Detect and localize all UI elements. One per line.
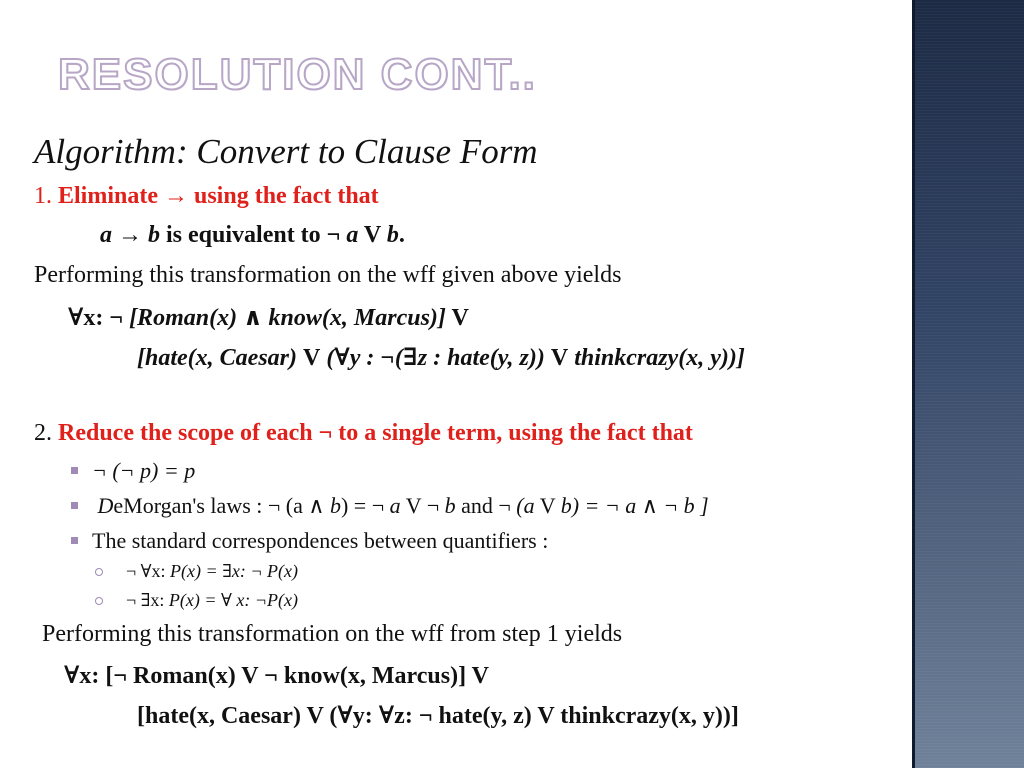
step-1-text: Eliminate → using the fact that	[58, 183, 379, 209]
demorgan-d: D	[97, 493, 114, 518]
demorgan-eq: ) = ¬	[340, 493, 390, 518]
circle-bullet-icon	[95, 597, 103, 605]
performing-text-1: Performing this transformation on the wff given above yields	[34, 262, 622, 288]
sub1-pre: ¬ ∀x:	[126, 561, 171, 581]
bullet-demorgan	[92, 493, 709, 519]
equiv-mid: is equivalent to ¬	[160, 222, 347, 248]
algorithm-heading: Algorithm: Convert to Clause Form	[34, 132, 538, 171]
sub1-italic: P(x) = ∃x: ¬ P(x)	[170, 561, 299, 581]
wff-2-line-1: ∀x: [¬ Roman(x) V ¬ know(x, Marcus)] V	[64, 663, 489, 689]
wff1-l2-p1: [hate(x, Caesar)	[137, 345, 303, 371]
equiv-a: a	[100, 222, 112, 248]
demorgan-p3: b) = ¬ a ∧ ¬ b ]	[560, 493, 709, 518]
slide-title: RESOLUTION CONT..	[58, 50, 537, 99]
step-2-line	[34, 420, 693, 447]
wff-1-line-1	[68, 302, 469, 332]
circle-bullet-icon	[95, 568, 103, 576]
step-1-line	[34, 183, 379, 210]
square-bullet-icon	[71, 467, 78, 474]
equivalence-rule	[100, 222, 405, 249]
equiv-arrow: →	[112, 222, 148, 248]
bullet-quantifiers: The standard correspondences between quantifiers :	[92, 528, 549, 553]
wff1-prefix: ∀x: ¬	[68, 305, 130, 331]
wff-2-line-2: [hate(x, Caesar) V (∀y: ∀z: ¬ hate(y, z) V thinkcrazy(x, y))]	[137, 703, 739, 729]
sub2-pre: ¬ ∃x:	[126, 590, 169, 610]
equiv-end: .	[398, 222, 405, 248]
demorgan-rest: eMorgan's laws : ¬ (a ∧	[113, 493, 330, 518]
sub-bullet-forall	[126, 561, 298, 582]
square-bullet-icon	[71, 502, 78, 509]
wff1-suffix: V	[445, 305, 469, 331]
demorgan-b2: b	[444, 493, 456, 518]
sub-bullet-exists	[126, 590, 298, 611]
equiv-a2: a	[346, 222, 359, 248]
wff1-italic: [Roman(x) ∧ know(x, Marcus)]	[129, 305, 446, 331]
equiv-b2: b	[386, 222, 399, 248]
decorative-side-band	[912, 0, 1024, 768]
demorgan-b: b	[329, 493, 341, 518]
performing-text-2: Performing this transformation on the wff from step 1 yields	[42, 621, 623, 647]
wff1-l2-v1: V	[302, 345, 321, 371]
wff1-l2-p2: (∀y : ¬(∃z : hate(y, z))	[320, 345, 551, 371]
equiv-b: b	[148, 222, 160, 248]
equiv-or: V	[358, 222, 387, 248]
step-2-number: 2.	[34, 420, 52, 446]
step-2-text: Reduce the scope of each ¬ to a single term, using the fact that	[58, 420, 693, 446]
square-bullet-icon	[71, 537, 78, 544]
demorgan-p2: (a	[516, 493, 535, 518]
demorgan-and: and ¬	[455, 493, 517, 518]
wff1-l2-p3: thinkcrazy(x, y))]	[568, 345, 745, 371]
demorgan-a2: a	[389, 493, 401, 518]
sub2-italic: P(x) = ∀ x: ¬P(x)	[168, 590, 299, 610]
demorgan-v2: V	[534, 493, 561, 518]
wff-1-line-2	[137, 342, 745, 372]
step-1-number: 1.	[34, 183, 52, 209]
wff1-l2-v2: V	[550, 345, 569, 371]
demorgan-v: V ¬	[400, 493, 445, 518]
bullet-double-negation: ¬ (¬ p) = p	[92, 458, 196, 483]
